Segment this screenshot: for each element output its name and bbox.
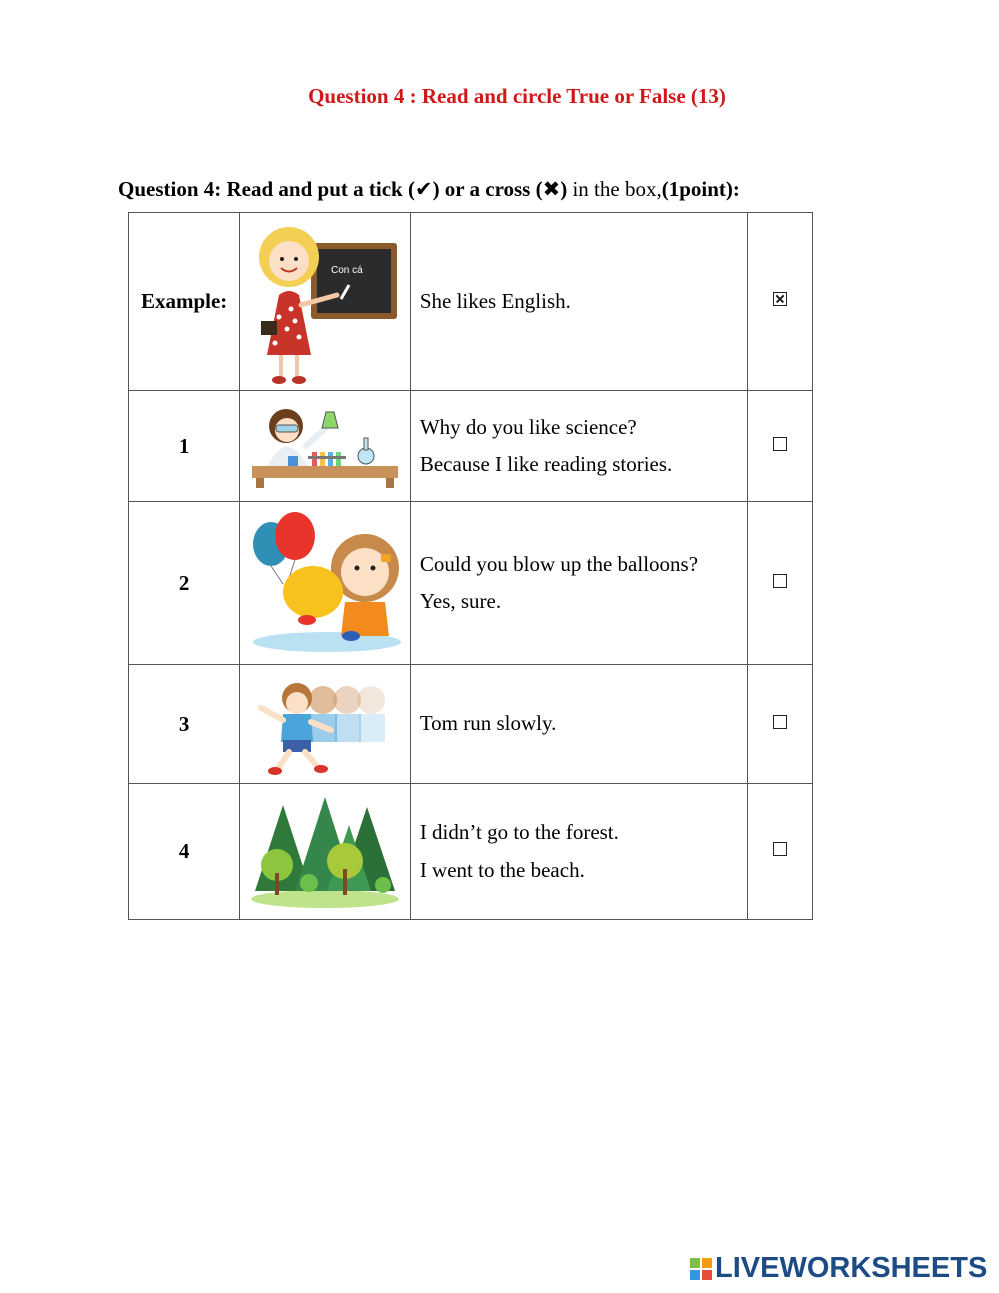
forest-illustration (247, 795, 403, 909)
text-line-1: She likes English. (419, 288, 571, 313)
answer-checkbox[interactable] (773, 437, 787, 451)
text-line-1: Could you blow up the balloons? (419, 551, 699, 576)
table-row (129, 213, 813, 391)
answer-checkbox[interactable] (773, 842, 787, 856)
answer-cell (747, 784, 812, 920)
row-label: Example: (129, 213, 240, 391)
question-text (410, 665, 747, 784)
answer-checkbox[interactable] (773, 574, 787, 588)
text-line-2: Yes, sure. (419, 589, 502, 613)
picture-balloons (240, 502, 411, 665)
text-line-2: Because I like reading stories. (419, 452, 673, 476)
table-row (129, 391, 813, 502)
question-table (128, 212, 813, 920)
liveworksheets-logo (690, 1252, 987, 1286)
picture-scientist (240, 391, 411, 502)
logo-blocks-icon (690, 1258, 712, 1280)
answer-checkbox-crossed[interactable] (773, 292, 787, 306)
answer-cell (747, 391, 812, 502)
text-line-1: Why do you like science? (419, 414, 637, 439)
picture-teacher (240, 213, 411, 391)
tick-symbol: ✔ (414, 177, 433, 201)
instruction-text (118, 177, 740, 202)
instruction-part-5: (1point): (661, 177, 740, 201)
row-label: 2 (129, 502, 240, 665)
instruction-part-2: ) or a cross ( (432, 177, 543, 201)
teacher-illustration (249, 217, 401, 387)
row-label: 4 (129, 784, 240, 920)
kid-scientist-illustration (246, 398, 404, 494)
question-text (410, 502, 747, 665)
text-line-1: I didn’t go to the forest. (419, 820, 619, 845)
instruction-part-1: Question 4: Read and put a tick ( (118, 177, 415, 201)
answer-cell (747, 502, 812, 665)
board-text: Con cá (331, 264, 363, 276)
instruction-part-4: in the box, (567, 177, 662, 201)
question-text (410, 213, 747, 391)
page-title: Question 4 : Read and circle True or False (13) (308, 84, 726, 108)
cross-symbol: ✖ (542, 177, 561, 201)
table-row (129, 665, 813, 784)
answer-cell (747, 213, 812, 391)
row-label: 3 (129, 665, 240, 784)
running-boy-illustration (247, 672, 403, 776)
picture-forest (240, 784, 411, 920)
girl-balloons-illustration (247, 508, 403, 658)
text-line-2: I went to the beach. (419, 857, 585, 882)
picture-running (240, 665, 411, 784)
text-line-1: Tom run slowly. (419, 711, 557, 736)
answer-checkbox[interactable] (773, 715, 787, 729)
answer-cell (747, 665, 812, 784)
question-text (410, 391, 747, 502)
logo-text: LIVEWORKSHEETS (715, 1252, 988, 1284)
table-row (129, 502, 813, 665)
table-row (129, 784, 813, 920)
instruction-part-3: ) (560, 177, 568, 201)
question-text (410, 784, 747, 920)
row-label: 1 (129, 391, 240, 502)
